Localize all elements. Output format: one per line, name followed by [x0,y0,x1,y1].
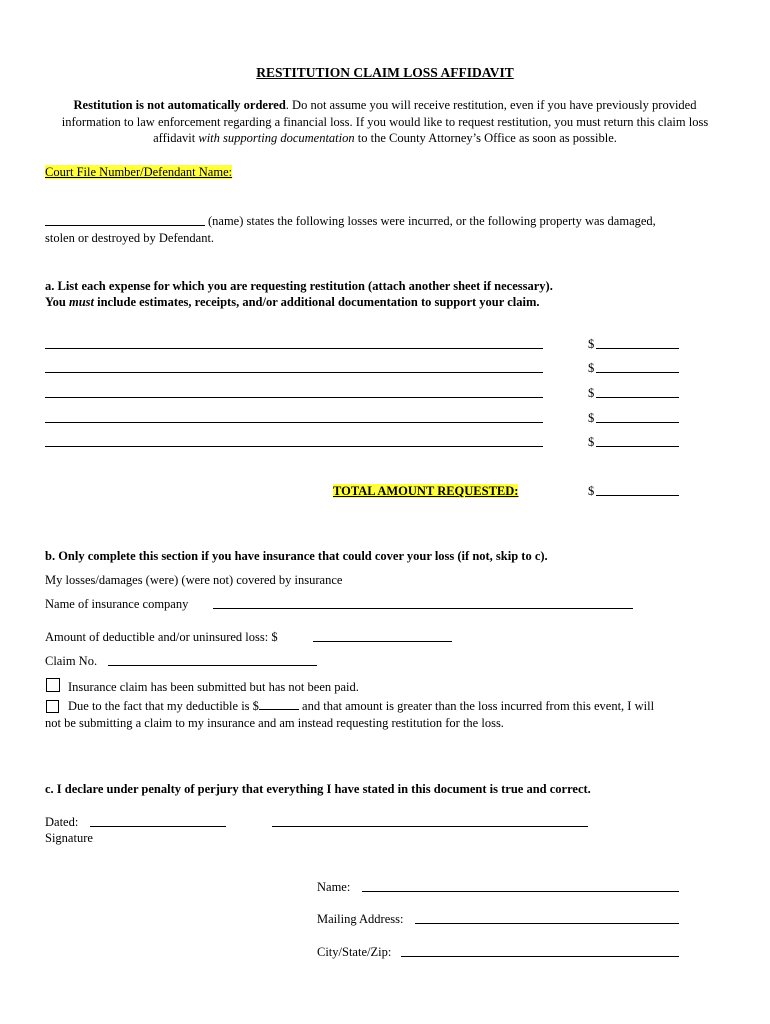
name-line[interactable] [362,891,679,892]
currency-sign: $ [588,337,595,351]
expense-amount-line-1[interactable] [596,348,679,349]
insurance-company-line[interactable] [213,608,633,609]
claim-submitted-checkbox[interactable] [46,678,60,692]
mailing-address-line[interactable] [415,923,679,924]
intro-bold-lead: Restitution is not automatically ordered [73,98,286,112]
mailing-address-label: Mailing Address: [317,912,404,926]
currency-sign: $ [588,361,595,375]
expense-amount-line-3[interactable] [596,397,679,398]
section-b-header: b. Only complete this section if you have insurance that could cover your loss (if not, skip to c). [45,549,548,563]
name-label: Name: [317,880,351,894]
no-claim-checkbox[interactable] [46,700,59,713]
page-title: RESTITUTION CLAIM LOSS AFFIDAVIT [256,65,514,80]
claimant-name-line[interactable] [45,225,205,226]
expense-amount-line-5[interactable] [596,446,679,447]
expense-description-line-1[interactable] [45,348,543,349]
dated-label: Dated: [45,815,79,829]
claim-submitted-text: Insurance claim has been submitted but has not been paid. [68,680,359,694]
court-file-label: Court File Number/Defendant Name: [45,165,233,179]
name-statement-line1: (name) states the following losses were incurred, or the following property was damaged, [208,214,656,228]
total-amount-line[interactable] [596,495,679,496]
section-a-note: You must include estimates, receipts, and/or additional documentation to support your claim. [45,295,540,309]
currency-sign: $ [588,435,595,449]
no-claim-text-line2: not be submitting a claim to my insurance and am instead requesting restitution for the loss. [45,716,504,730]
signature-label: Signature [45,831,93,845]
claim-number-line[interactable] [108,665,317,666]
dated-line[interactable] [90,826,226,827]
insurance-company-label: Name of insurance company [45,597,189,611]
intro-italic: with supporting documentation [198,131,355,145]
deductible-label: Amount of deductible and/or uninsured loss: $ [45,630,278,644]
currency-sign: $ [588,386,595,400]
expense-description-line-3[interactable] [45,397,543,398]
expense-amount-line-2[interactable] [596,372,679,373]
no-claim-text: Due to the fact that my deductible is $ and that amount is greater than the loss incurred from this event, I will [68,699,655,713]
expense-amount-line-4[interactable] [596,422,679,423]
deductible-line[interactable] [313,641,452,642]
deductible-amount-line[interactable] [259,698,299,710]
currency-sign: $ [588,411,595,425]
signature-line[interactable] [272,826,588,827]
intro-paragraph [50,97,720,147]
total-amount-label: TOTAL AMOUNT REQUESTED: [333,484,519,498]
expense-description-line-5[interactable] [45,446,543,447]
city-state-zip-label: City/State/Zip: [317,945,392,959]
claim-number-label: Claim No. [45,654,98,668]
city-state-zip-line[interactable] [401,956,679,957]
expense-description-line-2[interactable] [45,372,543,373]
section-a-header: a. List each expense for which you are requesting restitution (attach another sheet if necessary). [45,279,553,293]
section-c-header: c. I declare under penalty of perjury that everything I have stated in this document is true and correct. [45,782,591,796]
name-statement-line2: stolen or destroyed by Defendant. [45,231,215,245]
expense-description-line-4[interactable] [45,422,543,423]
insurance-coverage-text: My losses/damages (were) (were not) covered by insurance [45,573,343,587]
currency-sign: $ [588,484,595,498]
intro-text-1: . Do not assume you will receive restitution, even if you have previously provided information to law enforcement regarding a financial loss. If you would like to request restitution, you must return this claim loss affidavit [61,98,709,145]
intro-text-2: to the County Attorney’s Office as soon as possible. [354,131,617,145]
